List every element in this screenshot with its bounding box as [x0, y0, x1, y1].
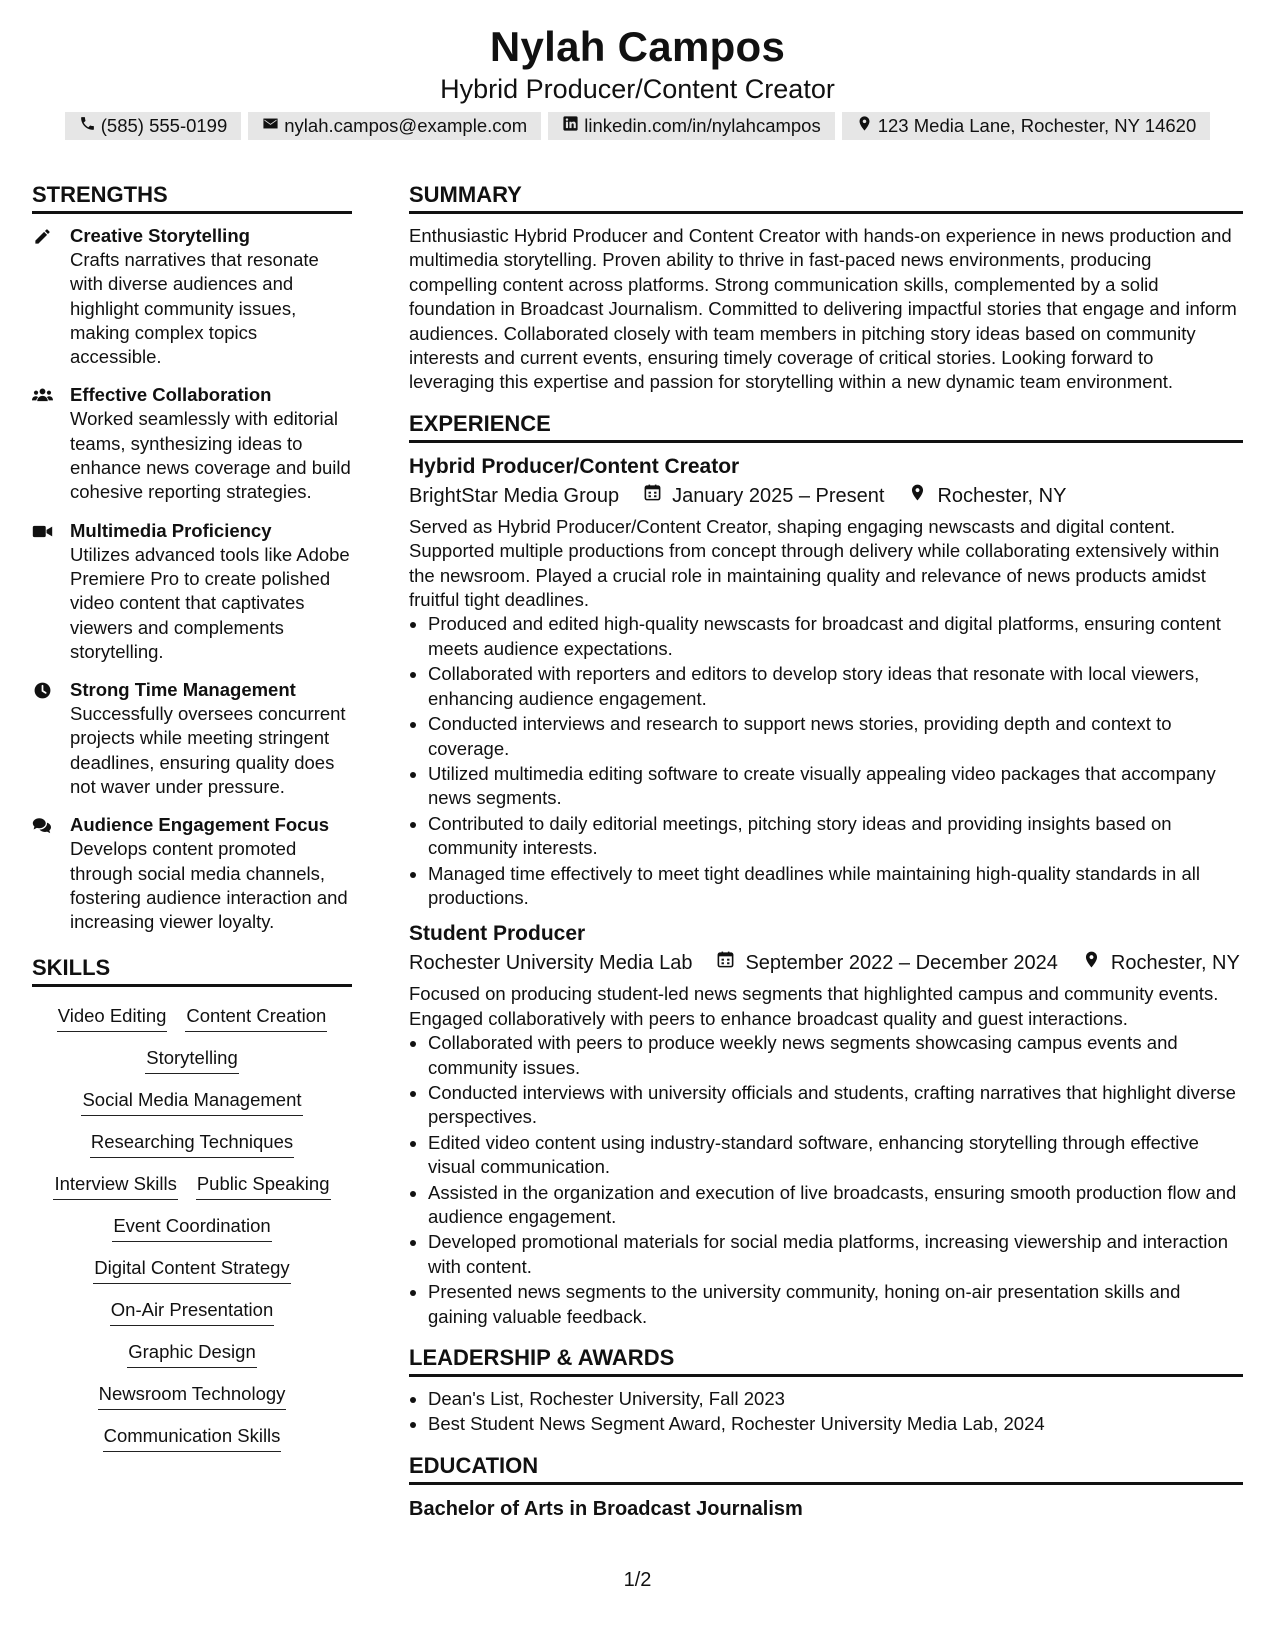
strength-desc: Develops content promoted through social media channels, fostering audience interaction and increasing viewer loyalty.: [70, 838, 348, 933]
envelope-icon: [262, 112, 279, 140]
list-item: • Presented news segments to the university community, honing on-air presentation skills and gaining valuable feedback.: [428, 1280, 1243, 1329]
skill-tag: Public Speaking: [196, 1171, 331, 1200]
list-item: • Produced and edited high-quality newscasts for broadcast and digital platforms, ensuring content meets audience expectations.: [428, 612, 1243, 661]
strength-name: Effective Collaboration: [70, 384, 272, 406]
phone-icon: [79, 112, 96, 140]
strength-desc: Utilizes advanced tools like Adobe Premiere Pro to create polished video content that captivates viewers and complements storytelling.: [70, 543, 350, 662]
skill-tag: Event Coordination: [112, 1213, 271, 1242]
skill-tag: Researching Techniques: [90, 1129, 294, 1158]
strength-name: Audience Engagement Focus: [70, 814, 330, 836]
skill-tag: Communication Skills: [103, 1423, 282, 1452]
map-pin-icon: [856, 112, 873, 140]
skill-tag: Interview Skills: [53, 1171, 177, 1200]
list-item: • Conducted interviews and research to support news stories, providing depth and context to coverage.: [428, 712, 1243, 761]
users-icon: [32, 383, 70, 504]
experience-heading: EXPERIENCE: [409, 409, 1243, 443]
skill-tag: Storytelling: [145, 1045, 239, 1074]
candidate-name: Nylah Campos: [489, 23, 786, 70]
contact-phone: [65, 112, 242, 140]
strength-name: Strong Time Management: [70, 679, 296, 701]
comments-icon: [32, 813, 70, 934]
list-item: • Edited video content using industry-standard software, enhancing storytelling through effective visual communication.: [428, 1131, 1243, 1180]
pencil-icon: [32, 224, 70, 369]
contact-linkedin[interactable]: [548, 112, 835, 140]
skill-row: [32, 1297, 352, 1326]
strength-item: [32, 224, 352, 369]
list-item: • Best Student News Segment Award, Rochester University Media Lab, 2024: [428, 1412, 1243, 1436]
skills-list: [32, 997, 352, 1452]
contact-address: [842, 112, 1211, 140]
list-item: • Managed time effectively to meet tight deadlines while maintaining high-quality standards in all productions.: [428, 862, 1243, 911]
skill-row: [32, 1381, 352, 1410]
list-item: • Conducted interviews with university officials and students, crafting narratives that highlight diverse perspectives.: [428, 1081, 1243, 1130]
video-camera-icon: [32, 519, 70, 664]
job-dates: January 2025 – Present: [672, 484, 885, 507]
leadership-heading: LEADERSHIP & AWARDS: [409, 1343, 1243, 1377]
strength-name: Multimedia Proficiency: [70, 519, 272, 541]
summary-heading: SUMMARY: [409, 180, 1243, 214]
contact-linkedin-text: linkedin.com/in/nylahcampos: [584, 115, 821, 136]
job-description: Served as Hybrid Producer/Content Creator, shaping engaging newscasts and digital content. Supported multiple productions from concept through delivery while collaborating extensively within the newsroom. Played a crucial role in maintaining quality and relevance of news products amidst fruitful tight deadlines.: [409, 515, 1220, 611]
job-bullets: [409, 612, 1243, 910]
skill-row: [32, 1255, 352, 1284]
job-location: Rochester, NY: [1110, 952, 1240, 975]
list-item: • Collaborated with peers to produce weekly news segments showcasing campus events and community issues.: [428, 1031, 1243, 1080]
map-pin-icon: [908, 481, 927, 511]
list-item: • Assisted in the organization and execution of live broadcasts, ensuring smooth production flow and audience engagement.: [428, 1181, 1243, 1230]
skill-row: [32, 1339, 352, 1368]
job-description: Focused on producing student-led news segments that highlighted campus and community events. Engaged collaboratively with peers to enhance broadcast quality and guest interactions.: [409, 983, 1219, 1029]
job-entry: [409, 453, 1243, 911]
education-degree: Bachelor of Arts in Broadcast Journalism: [409, 1497, 803, 1520]
strength-item: [32, 383, 352, 504]
strength-item: [32, 519, 352, 664]
skill-tag: Social Media Management: [81, 1087, 302, 1116]
job-meta: [409, 481, 1243, 511]
strength-desc: Worked seamlessly with editorial teams, synthesizing ideas to enhance news coverage and build cohesive reporting strategies.: [70, 408, 351, 503]
job-meta: [409, 948, 1243, 978]
skill-tag: Digital Content Strategy: [93, 1255, 290, 1284]
job-role: Hybrid Producer/Content Creator: [409, 454, 740, 478]
skill-row: [32, 1213, 352, 1242]
list-item: • Utilized multimedia editing software to create visually appealing video packages that accompany news segments.: [428, 762, 1243, 811]
list-item: • Dean's List, Rochester University, Fall 2023: [428, 1387, 1243, 1411]
page-number: 1/2: [623, 1569, 652, 1591]
skill-row: [32, 1087, 352, 1116]
list-item: • Contributed to daily editorial meetings, pitching story ideas and providing insights based on community interests.: [428, 812, 1243, 861]
right-column: [409, 180, 1243, 1523]
job-entry: [409, 920, 1243, 1329]
calendar-icon: [643, 481, 662, 511]
clock-icon: [32, 678, 70, 799]
job-location: Rochester, NY: [937, 484, 1067, 507]
job-company: BrightStar Media Group: [409, 484, 620, 507]
job-bullets: [409, 1031, 1243, 1329]
strength-item: [32, 813, 352, 934]
skill-tag: On-Air Presentation: [110, 1297, 274, 1326]
list-item: • Collaborated with reporters and editors to develop story ideas that resonate with local viewers, enhancing audience engagement.: [428, 662, 1243, 711]
job-company: Rochester University Media Lab: [409, 952, 693, 975]
job-role: Student Producer: [409, 922, 586, 946]
skill-tag: Newsroom Technology: [98, 1381, 287, 1410]
left-column: [32, 180, 352, 1465]
education-heading: EDUCATION: [409, 1451, 1243, 1485]
skill-row: [32, 1129, 352, 1158]
strength-item: [32, 678, 352, 799]
list-item: • Developed promotional materials for social media platforms, increasing viewership and interaction with content.: [428, 1230, 1243, 1279]
strength-desc: Crafts narratives that resonate with diverse audiences and highlight community issues, making complex topics accessible.: [70, 249, 319, 368]
skill-row: [32, 1045, 352, 1074]
map-pin-icon: [1082, 948, 1101, 978]
skill-tag: Video Editing: [57, 1003, 168, 1032]
linkedin-icon: [562, 112, 579, 140]
contact-email[interactable]: [248, 112, 541, 140]
contact-phone-text: (585) 555-0199: [100, 115, 228, 136]
strengths-heading: STRENGTHS: [32, 180, 352, 214]
job-dates: September 2022 – December 2024: [745, 952, 1058, 975]
skill-row: [32, 1171, 352, 1200]
candidate-title: Hybrid Producer/Content Creator: [440, 74, 835, 104]
strength-desc: Successfully oversees concurrent projects while meeting stringent deadlines, ensuring quality does not waver under pressure.: [70, 703, 346, 798]
contact-bar: [0, 112, 1275, 140]
leadership-list: [409, 1387, 1243, 1437]
skill-row: [32, 1423, 352, 1452]
skill-tag: Graphic Design: [127, 1339, 257, 1368]
skills-heading: SKILLS: [32, 953, 352, 987]
contact-address-text: 123 Media Lane, Rochester, NY 14620: [877, 115, 1197, 136]
calendar-icon: [716, 948, 735, 978]
skill-row: [32, 1003, 352, 1032]
contact-email-text: nylah.campos@example.com: [284, 115, 528, 136]
strength-name: Creative Storytelling: [70, 225, 250, 246]
summary-text: Enthusiastic Hybrid Producer and Content Creator with hands-on experience in news production and multimedia storytelling. Proven ability to thrive in fast-paced news environments, producing compelling content across platforms. Strong communication skills, complemented by a solid foundation in Broadcast Journalism. Committed to delivering impactful stories that engage and inform audiences. Collaborated closely with team members in pitching story ideas based on community interests and current events, ensuring timely coverage of critical stories. Looking forward to leveraging this expertise and passion for storytelling within a new dynamic team environment.: [409, 225, 1237, 393]
skill-tag: Content Creation: [185, 1003, 327, 1032]
resume-header: [0, 22, 1275, 140]
